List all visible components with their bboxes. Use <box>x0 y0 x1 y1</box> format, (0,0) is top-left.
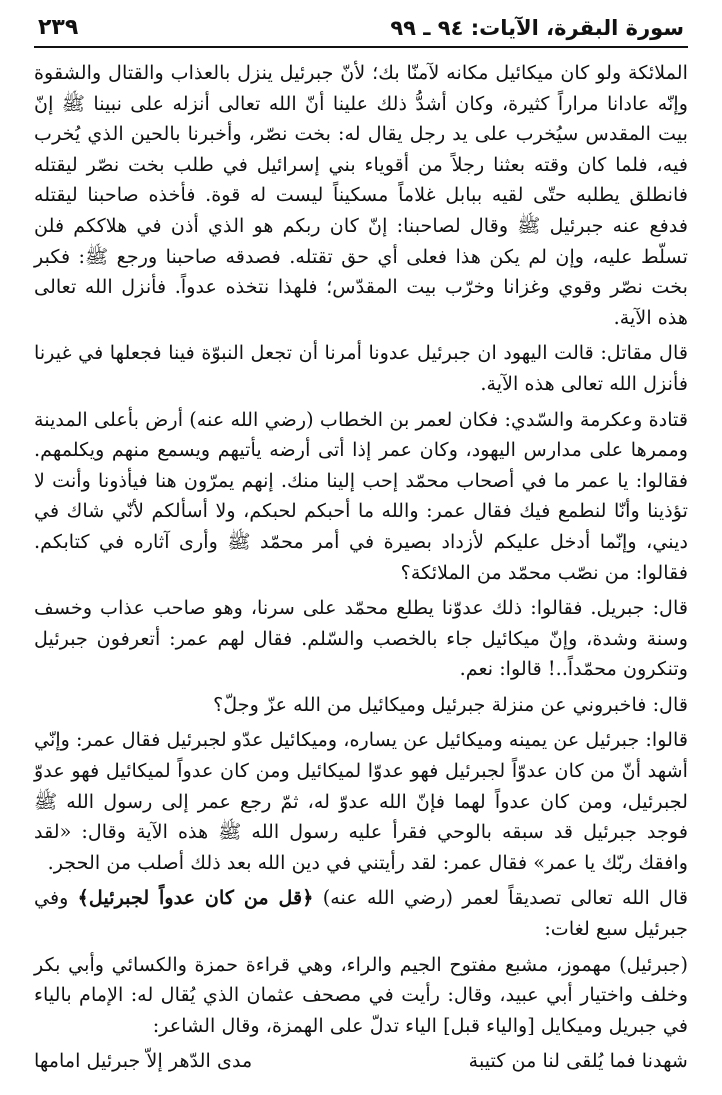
paragraph-2: قال مقاتل: قالت اليهود ان جبرئيل عدونا أمرنا أن تجعل النبوّة فينا فجعلها في غيرنا فأنزل الله تعالى هذه الآية. <box>34 341 688 395</box>
poem-verse <box>34 1046 688 1076</box>
paragraph-1: الملائكة ولو كان ميكائيل مكانه لآمنّا بك؛ لأنّ جبرئيل ينزل بالعذاب والقتال والشقوة وإنّه عادانا مراراً كثيرة، وكان أشدُّ ذلك علينا أنّ الله تعالى أنزله على نبينا ﷺ إنّ بيت المقدس سيُخرب على يد رجل يقال له: بخت نصّر، وأخبرنا بالحين الذي يُخرب فيه، فلما كان وقته بعثنا رجلاً من أقوياء بني إسرائيل في طلب بخت نصّر ليقتله فانطلق يطلبه حتّى لقيه ببابل غلاماً مسكيناً ليست له قوة. فأخذه صاحبنا ليقتله فدفع عنه جبرئيل ﷺ وقال لصاحبنا: إنّ كان ربكم هو الذي أذن في هلاككم فلن تسلّط عليه، وإن لم يكن هذا فعلى أي حق تقتله. فصدقه صاحبنا ورجع ﷺ: فكبر بخت نصّر وقوي وغزانا وخرّب بيت المقدّس؛ فلهذا نتخذه عدواً. فأنزل الله تعالى هذه الآية. <box>34 61 688 329</box>
page-body <box>34 58 688 1076</box>
paragraph-6: قالوا: جبرئيل عن يمينه وميكائيل عن يساره، وميكائيل عدّو لجبرئيل فقال عمر: وإنّي أشهد أنّ من كان عدوّاً لجبرئيل فهو عدوّا لميكائيل ومن كان عدواً لميكائيل فهو عدوّ لجبرئيل، ومن كان عدواً لهما فإنّ الله عدوّ له، ثمّ رجع عمر إلى رسول الله ﷺ فوجد جبرئيل قد سبقه بالوحي فقرأ عليه رسول الله ﷺ هذه الآية وقال: «لقد وافقك ربّك يا عمر» فقال عمر: لقد رأيتني في دين الله بعد ذلك أصلب من الحجر. <box>33 728 688 874</box>
paragraph-3: قتادة وعكرمة والسّدي: فكان لعمر بن الخطاب (رضي الله عنه) أرض بأعلى المدينة وممرها على مدارس اليهود، وكان عمر إذا أتى أرضه يأتيهم ويسمع منهم ويكلمهم. فقالوا: يا عمر ما في أصحاب محمّد إحب إلينا منك. إنهم يمرّون هنا فيأذونا وأنت لا تؤذينا وأنّا لنطمع فيك فقال عمر: والله ما أحبكم لحبكم، ولا أسألكم لأنّي شاك في ديني، وإنّما أدخل عليكم لأزداد بصيرة في أمر محمّد ﷺ وأرى آثاره في كتابكم. فقالوا: من نصّب محمّد من الملائكة؟ <box>34 407 688 584</box>
quran-quote: ﴿قل من كان عدواً لجبرئيل﴾ <box>77 886 314 910</box>
page-header <box>34 15 688 48</box>
poem-first-hemistich: شهدنا فما يُلقى لنا من كتيبة <box>468 1049 688 1073</box>
chapter-title: سورة البقرة، الآيات: ٩٤ ـ ٩٩ <box>390 16 684 40</box>
page-number: ٢٣٩ <box>38 15 79 40</box>
paragraph-7 <box>34 883 688 944</box>
paragraph-7-tail: وفي جبرئيل سبع لغات: <box>34 886 688 941</box>
paragraph-5: قال: فاخبروني عن منزلة جبرئيل وميكائيل من الله عزّ وجلّ؟ <box>213 692 688 716</box>
paragraph-8: (جبرئيل) مهموز، مشبع مفتوح الجيم والراء، وهي قراءة حمزة والكسائي وأبي بكر وخلف واختيار أبي عبيد، وقال: رأيت في مصحف عثمان الذي يُقال له: الإمام بالياء في جبريل وميكايل [والياء قبل] الياء تدلّ على الهمزة، وقال الشاعر: <box>34 952 688 1037</box>
paragraph-7-lead: قال الله تعالى تصديقاً لعمر (رضي الله عنه) <box>313 886 688 910</box>
paragraph-4: قال: جبريل. فقالوا: ذلك عدوّنا يطلع محمّد على سرنا، وهو صاحب عذاب وخسف وسنة وشدة، وإنّ ميكائيل جاء بالخصب والسّلم. فقال لهم عمر: أتعرفون جبرئيل وتنكرون محمّداً..! قالوا: نعم. <box>34 596 688 681</box>
poem-second-hemistich: مدى الدّهر إلاّ جبرئيل امامها <box>34 1049 253 1073</box>
